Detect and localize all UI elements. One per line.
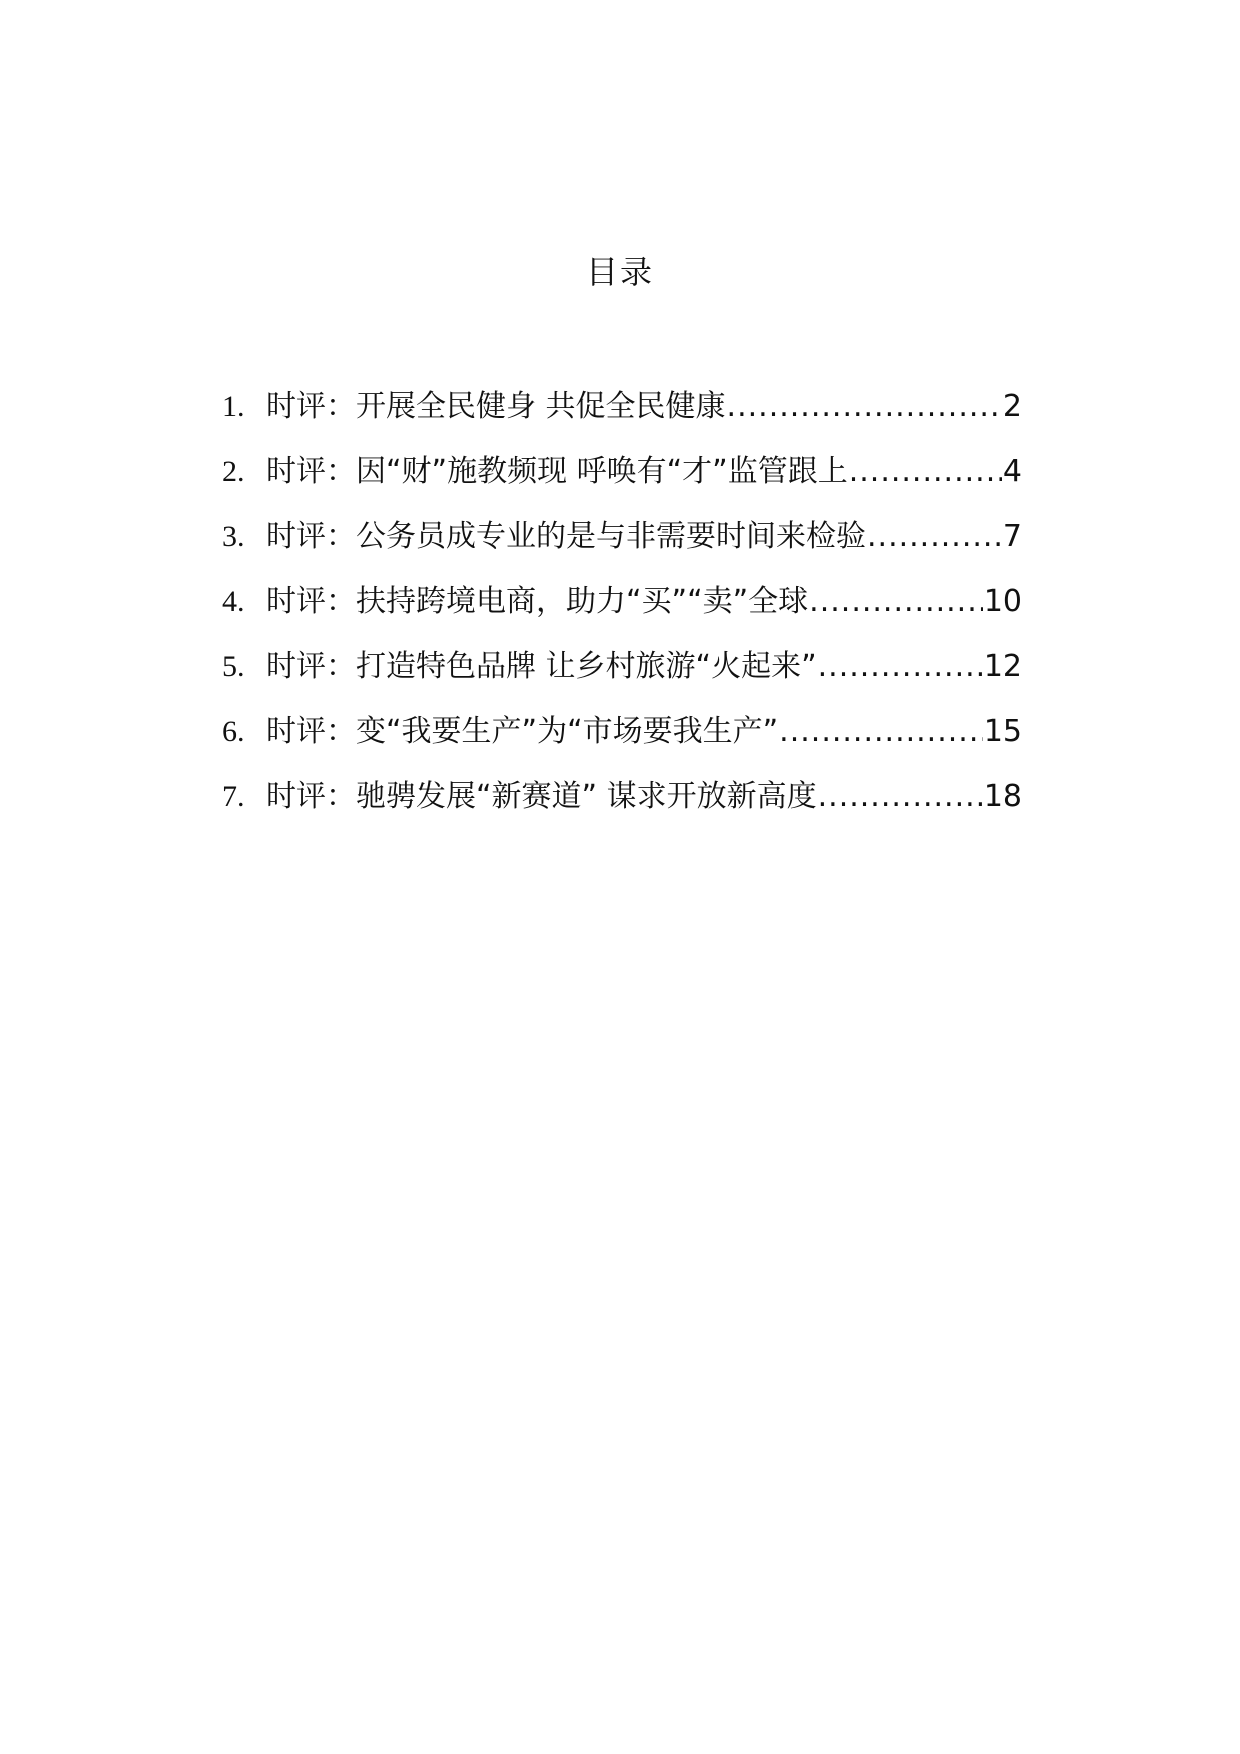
toc-entry[interactable] bbox=[222, 710, 1022, 775]
toc-entry[interactable] bbox=[222, 645, 1022, 710]
toc-dot-leader bbox=[818, 775, 983, 819]
toc-dot-leader bbox=[779, 710, 983, 754]
toc-entry-page: 4 bbox=[1002, 454, 1022, 489]
toc-entry-page: 2 bbox=[1002, 389, 1022, 424]
toc-entry[interactable] bbox=[222, 385, 1022, 450]
toc-entry-number: 7. bbox=[222, 780, 245, 813]
toc-entry-page: 18 bbox=[983, 779, 1022, 814]
toc-entry-title: 时评：开展全民健身 共促全民健康 bbox=[266, 389, 726, 424]
toc-entry-number: 3. bbox=[222, 520, 245, 553]
toc-entry-title: 时评：变“我要生产”为“市场要我生产” bbox=[266, 714, 779, 749]
toc-entry-number: 2. bbox=[222, 455, 245, 488]
toc-dot-leader bbox=[727, 385, 1002, 429]
toc-entry-number: 5. bbox=[222, 650, 245, 683]
table-of-contents bbox=[222, 385, 1022, 840]
toc-entry-number: 1. bbox=[222, 390, 245, 423]
toc-entry-number: 4. bbox=[222, 585, 245, 618]
toc-dot-leader bbox=[867, 515, 1002, 559]
toc-entry-title: 时评：打造特色品牌 让乡村旅游“火起来” bbox=[266, 649, 817, 684]
toc-entry-page: 10 bbox=[983, 584, 1022, 619]
toc-entry-title: 时评：公务员成专业的是与非需要时间来检验 bbox=[266, 519, 866, 554]
toc-dot-leader bbox=[809, 580, 983, 624]
toc-dot-leader bbox=[818, 645, 983, 689]
toc-entry-title: 时评：因“财”施教频现 呼唤有“才”监管跟上 bbox=[266, 454, 848, 489]
toc-entry-number: 6. bbox=[222, 715, 245, 748]
toc-entry[interactable] bbox=[222, 580, 1022, 645]
toc-title: 目录 bbox=[585, 253, 654, 291]
toc-dot-leader bbox=[849, 450, 1002, 494]
toc-entry-page: 15 bbox=[983, 714, 1022, 749]
toc-entry[interactable] bbox=[222, 775, 1022, 840]
toc-entry[interactable] bbox=[222, 515, 1022, 580]
toc-entry[interactable] bbox=[222, 450, 1022, 515]
toc-entry-page: 12 bbox=[983, 649, 1022, 684]
toc-entry-page: 7 bbox=[1002, 519, 1022, 554]
toc-entry-title: 时评：扶持跨境电商，助力“买”“卖”全球 bbox=[266, 584, 809, 619]
toc-entry-title: 时评：驰骋发展“新赛道” 谋求开放新高度 bbox=[266, 779, 817, 814]
